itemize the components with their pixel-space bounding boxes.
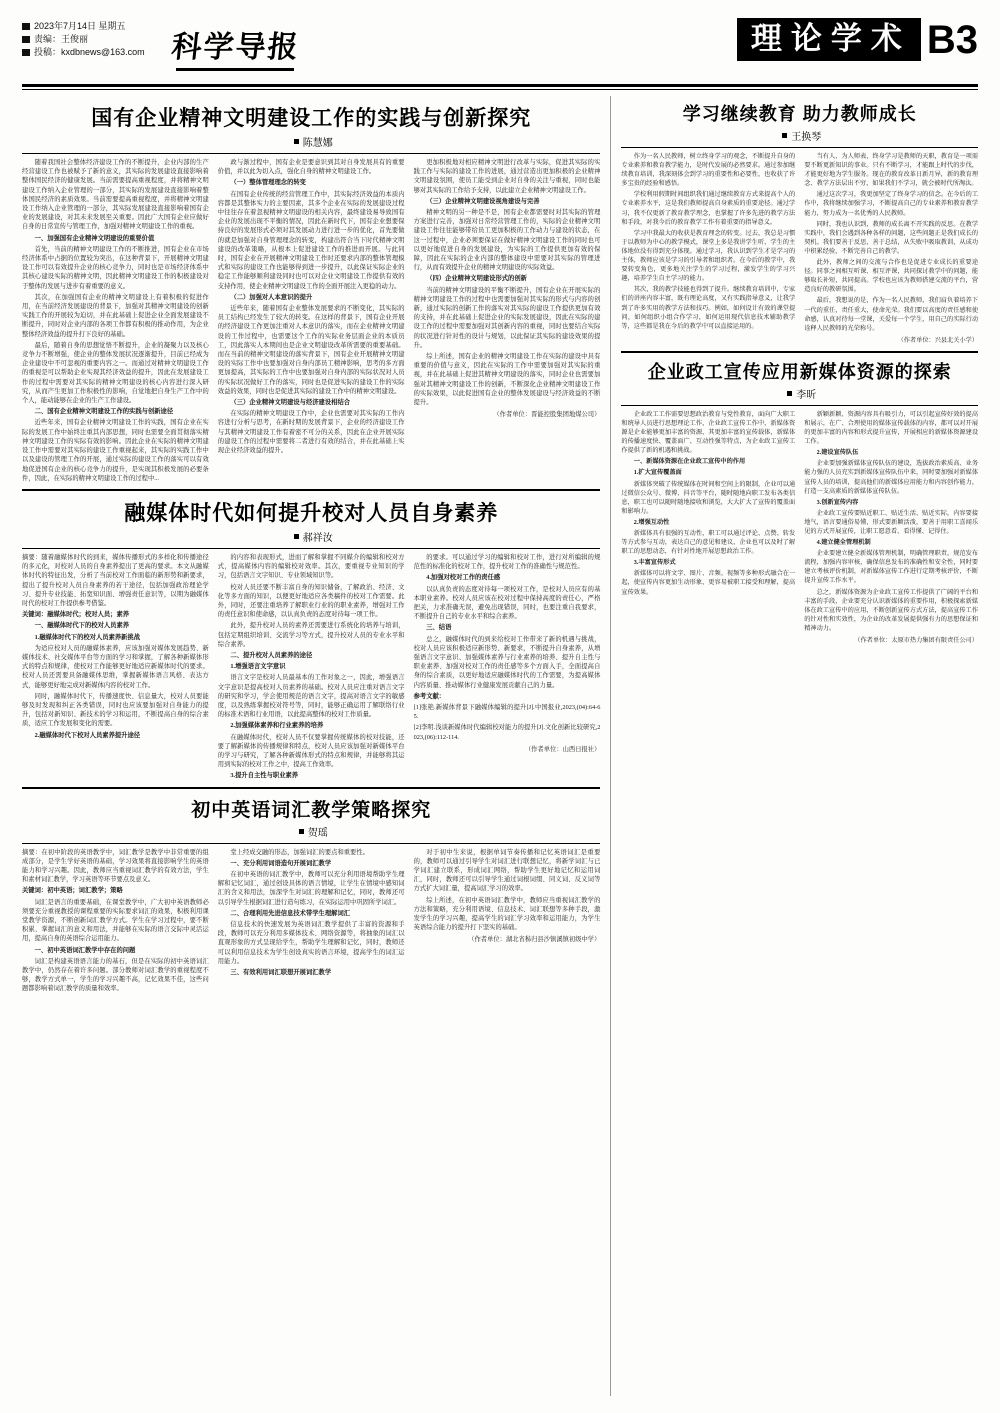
byline-marker-icon	[787, 391, 792, 396]
article-column-3	[414, 848, 601, 996]
paragraph: 首先，当前的精神文明建设工作的不断推进，国有企业在市场经济体系中占据的位置较为突出，在这种背景下，开展精神文明建设工作可以有效提升企业的核心竞争力，同时也是市场经济体系中其核心建设实际的精神文明，因此精神文明建设工作的积极建设对于整体的发展与进步有着重要的意义。	[22, 245, 209, 290]
paragraph: 通过这次学习，我更加坚定了终身学习的信念。在今后的工作中，我将继续加强学习，不断提高自己的专业素养和教育教学能力，努力成为一名优秀的人民教师。	[804, 191, 979, 217]
author-name: 王换琴	[791, 132, 822, 143]
author-name: 郝祥汝	[302, 532, 333, 544]
article-rule	[22, 843, 600, 844]
subheading: 1.扩大宣传覆盖面	[633, 469, 682, 477]
article-byline	[22, 824, 600, 839]
subheading: 一、融媒体时代下的校对人员素养	[34, 622, 130, 630]
article-title: 国有企业精神文明建设工作的实践与创新探究	[91, 107, 532, 130]
subheading: （四）企业精神文明建设形式的创新	[426, 275, 527, 283]
article-continuing-education	[621, 100, 978, 347]
paragraph: 企业要加强新媒体宣传队伍的建设，选拔政治素质高、业务能力强的人员充实到新媒体宣传队伍中来，同时要加强对新媒体宣传人员的培训，提高他们的新媒体应用能力和内容创作能力，打造一支高素质的新媒体宣传队伍。	[804, 460, 979, 495]
section-char-4: 术	[870, 21, 911, 56]
subheading: 1.融媒体时代下的校对人员素养新挑战	[34, 633, 141, 641]
paragraph: 以认真负责的态度对待每一项校对工作，是校对人员应有的基本职业素养。校对人员应该在校对过程中保持高度的责任心，严格把关，力求准确无误，避免出现错误，同时，也要注重自我要求，不断提升自己的专业水平和综合素养。	[413, 585, 601, 621]
subheading: 一、新媒体资源在企业政工宣传中的作用	[633, 458, 746, 466]
subheading: 2.建设宣传队伍	[816, 449, 859, 457]
section-divider	[22, 489, 600, 491]
article-rule	[621, 405, 978, 406]
paragraph: 当前的精神文明建设的平衡不断提升，国有企业在开展实际的精神文明建设工作的过程中也需要加强对其实际的形式与内容的创新，通过实际的创新工作的落实对其实际的建设工作提供更加有效的支持，并在此基础上促进企业的实际发展建设，因此在实际的建设工作的过程中需要加强对其创新内容的重视，同时也要结合实际的状况进行针对性的设计与规划，以此保证其实际的建设效果的提升。	[413, 286, 601, 349]
article-title: 学习继续教育 助力教师成长	[682, 104, 917, 124]
page-number: B3	[926, 17, 978, 62]
article-byline	[22, 134, 600, 149]
paragraph: 近些年来，国有企业精神文明建设工作的实践，国有企业在实际的发展工作中始终注重其内部思想，同时也需要全面贯彻落实精神文明建设工作的实际有效的影响。因此企业在实际的精神文明建设工作中需要对其实际的建设工作重视起来，其实际的实践工作中以及建设的管理工作的开展，通过实际的建设工作的落实可以有效地促进国有企业的核心竞争力的提升，是实现其积极发展的必要条件，因此，在实际的精神文明建设工作的过程中...	[22, 419, 209, 482]
article-column-2	[804, 152, 978, 347]
article-byline	[621, 128, 978, 143]
paragraph: 的内容和表现形式，进而了解和掌握不同媒介的编辑和校对方式，提高媒体内容的编辑校对效率。其次，要重视专业知识的学习，包括语言文字知识、专业领域知识等。	[217, 553, 405, 580]
byline-marker-icon	[294, 139, 299, 144]
paragraph: 精神文明的另一种是不是，国有企业都需要时对其实际的管理方案进行完善，加强对日常经营管理工作的，实际的企业精神文明建设工作往往能够带给员工更加积极的工作动力与建设的状态，在这一过程中，企业必须要保证在做好精神文明建设工作的同时也可以更好地促进自身的发展建设，为实际的工作提供更加有效的保障，因此在实际的企业内部的整体建设中需要对其实际的管理进行，从而有效提升企业的精神文明建设的实际效益。	[413, 209, 601, 272]
article-columns	[22, 158, 600, 485]
paragraph: 综上所述，国有企业的精神文明建设工作在实际的建设中具有重要的价值与意义，因此在实际的工作中需要加强对其实际的重视，并在此基础上促进其精神文明建设的落实，同时企业也需要加强对其精神文明建设工作的创新，不断深化企业精神文明建设工作的实际效果，以此促进国有企业的整体发展建设与经济效益的不断提升。	[413, 353, 601, 407]
paragraph: 的要求。可以通过学习的编辑和校对工作，进行对所编辑的规范性的标准化的校对工作，提升校对工作的准确性与规范性。	[413, 553, 601, 571]
paragraph: 当有人、为人师表，终身学习是教师的天职，教育是一项需要不断更新知识的事业。只有不断学习，才能跟上时代的步伐，才能更好地为学生服务。现在的教育改革日新月异，新的教育理念、教学方法层出不穷，如果我们不学习，就会被时代所淘汰。	[804, 153, 979, 188]
article-byline	[22, 529, 600, 544]
article-column-1	[22, 848, 209, 996]
article-column-1	[22, 158, 209, 485]
subheading: 二、国有企业精神文明建设工作的实践与创新途径	[34, 408, 174, 416]
subheading: 2.增强互动性	[633, 518, 670, 526]
subheading: 二、合理利用先进信息技术带学生理解词汇	[230, 909, 351, 917]
subheading: （一）整体管理理念的转变	[230, 179, 306, 187]
paragraph: 学习中我最大的收获是教育理念的转变。过去，我总是习惯于以教师为中心的教学模式，课堂上多是我讲学生听，学生的主体地位没有得到充分体现。通过学习，我认识到学生才是学习的主体，教师应该是学习的引导者和组织者。在今后的教学中，我要转变角色，更多地关注学生的学习过程，激发学生的学习兴趣，培养学生自主学习的能力。	[621, 229, 796, 283]
reference-item: [2]李明.浅谈新媒体时代编辑校对能力的提升[J].文化创新比较研究,2023,(06):112-114.	[413, 724, 601, 741]
keywords: 关键词：融媒体时代；校对人员；素养	[22, 611, 130, 619]
article-column-2	[218, 158, 405, 485]
article-proofreader-literacy	[22, 497, 600, 783]
paragraph: 此外，教师之间的交流与合作也是促进专业成长的重要途径。同事之间相互听课、相互评课，共同探讨教学中的问题，能够取长补短，共同提高。学校也应该为教师搭建交流的平台，营造良好的教研氛围。	[804, 259, 979, 294]
paragraph: 其次，在加强国有企业的精神文明建设上有着积极的促进作用，在当前经济发展建设的背景下，加强对其精神文明建设的创新实践工作的开展较为迫切，并在此基础上促进企业全面发展建设不断提升，同时对企业内部的各项工作都有积极的推动作用，为企业整体经济效益的提升打下良好的基础。	[22, 293, 209, 338]
paragraph: 企业要建立健全新媒体管理机制，明确管理职责，规范发布流程，加强内容审核，确保信息发布的准确性和安全性，同时要建立考核评价机制，对新媒体宣传工作进行定期考核评价，不断提升宣传工作水平。	[804, 550, 979, 585]
article-column-2	[218, 848, 405, 996]
article-source: （作者单位：兴县北关小学）	[897, 336, 979, 344]
paragraph: 在实际的精神文明建设工作中，企业也需要对其实际的工作内容进行分析与思考，在新时期的发展背景下，企业的经济建设工作与其精神文明建设工作有着密不可分的关系，因此在企业开展实际的建设工作的过程中需要将二者进行有效的结合，并在此基础上实现企业经济效益的提升。	[217, 410, 405, 455]
article-title: 企业政工宣传应用新媒体资源的探索	[647, 361, 952, 382]
paragraph: 语言文字是校对人员最基本的工作对象之一，因此，增强语言文字意识是提高校对人员素养的基础。校对人员应注重对语言文字的研究和学习，学会使用规范的语言文字，提高对语言文字的敏感度，以及熟练掌握校对符号等，同时，能够正确运用了解联络行业的标准术语和行业用语，以此提高整体的校对工作质量。	[217, 674, 405, 719]
paragraph: 同时，我也认识到，教师的成长离不开实践的反思。在教学实践中，我们会遇到各种各样的问题，这些问题正是我们成长的契机。我们要善于反思，善于总结，从失败中吸取教训，从成功中积累经验，不断完善自己的教学。	[804, 220, 979, 255]
article-columns	[621, 410, 978, 647]
paragraph: 总之，融媒体时代的到来给校对工作带来了新的机遇与挑战，校对人员应该积极适应新形势、新要求，不断提升自身素养，从增强语言文字意识、加强媒体素养与行业素养的培养、提升自主性与职业素养、加强对校对工作的责任感等多个方面入手，全面提高自身的综合素质，以更好地适应融媒体时代的工作需要，为提高媒体内容质量、推动媒体行业健康发展贡献自己的力量。	[413, 635, 601, 689]
masthead-rule	[22, 84, 978, 87]
right-section	[621, 96, 978, 1396]
subheading: （二）加强对人本意识的提升	[230, 293, 313, 301]
author-name: 李昕	[796, 389, 817, 401]
paragraph: 企业政工工作需要思想政治教育与党性教育，面向广大职工和统导人员进行思想理论工作，企业政工宣传工作中，新媒体资源是企业能够更加丰富的资源，其更加丰富的宣传载体，新媒体的传播速度快、覆盖面广、互动性强等特点，为企业政工宣传工作提供了新的机遇和挑战。	[621, 410, 796, 455]
subheading: 一、初中英语词汇教学中存在的问题	[34, 946, 136, 954]
paragraph: 综上所述，在初中英语词汇教学中，教师应当重视词汇教学的方法和策略，充分利用语境、信息技术、词汇联想等多种手段，激发学生的学习兴趣，提高学生的词汇学习效率和运用能力，为学生英语综合能力的提升打下坚实的基础。	[413, 896, 601, 932]
section-char-3: 学	[830, 21, 871, 56]
byline-marker-icon	[299, 829, 304, 834]
bullet-icon	[22, 36, 30, 43]
subheading: 3.创新宣传内容	[816, 498, 859, 506]
abstract: 摘要：随着融媒体时代的到来，媒体传播形式的多样化和传播途径的多元化，对校对人员的自身素养提出了更高的要求。本文从融媒体时代的特征出发，分析了当前校对工作面临的新形势和新要求，提出了提升校对人员自身素养的若干途径，包括加强政治理论学习、提升专业技能、拓宽知识面、增强责任意识等，以期为融媒体时代的校对工作提供参考借鉴。	[22, 553, 209, 607]
article-title: 初中英语词汇教学策略探究	[191, 799, 432, 821]
byline-marker-icon	[782, 133, 787, 138]
subheading: 2.加强媒体素养和行业素养的培养	[230, 722, 324, 730]
left-section	[22, 96, 600, 1396]
article-rule	[621, 147, 978, 148]
paragraph: 词汇是构建英语语言能力的基石，但是在实际的初中英语词汇教学中，仍然存在着许多问题。部分教师对词汇教学的重视程度不够，教学方式单一，学生的学习兴趣不高，记忆效果不佳，这些问题都影响着词汇教学的质量和效率。	[22, 957, 209, 993]
subheading: 2.融媒体时代下校对人员素养提升途径	[34, 731, 141, 739]
paragraph: 校对人员还要不断丰富自身的知识储备，了解政治、经济、文化等多方面的知识，以便更好地适应各类稿件的校对工作需要。此外，同时，还要注重培养了解职业行业的的职业素养，增强对工作的责任意识和使命感，以认真负责的态度对待每一项工作。	[217, 583, 405, 619]
paragraph: 在初中英语的词汇教学中，教师可以充分利用语境帮助学生理解和记忆词汇，通过创设具体的语言情境，让学生在情境中感知词汇的含义和用法，加深学生对词汇的理解和记忆，同时，教师还可以引导学生根据词汇进行造句练习，在实际运用中巩固所学词汇。	[217, 870, 405, 906]
article-columns	[22, 848, 600, 996]
bullet-icon	[22, 23, 30, 30]
paragraph: 在国有企业传统的经营管理工作中，其实际经济效益的本质内容都是其整体实力的主要因素，其多个企业在实际的发展建设过程中往往存在着忽视精神文明建设的相关内容，最终建设易导致国有企业的发展出现不平衡的情况，因此在新时代下，国有企业想要保持良好的发展形式必须对其发展动力进行进一步的优化，首先要做的就是加强对自身管理理念的转变，构建出符合当下时代精神文明建设的改革策略，从根本上促进建设工作的推进而开展。与此同时，国有企业在开展精神文明建设工作时还要求内部的整体管理模式和实际的建设工作也能够得到进一步提升，以此保证实际企业的稳定工作能够顺利建设同时也可以对企业文明建设工作提供有效的支持作用，使企业精神文明建设工作的全面开展注入更稳的动力。	[217, 190, 405, 290]
paragraph: 随着我国社会整体经济建设工作的不断提升，企业内部的生产经营建设工作也被赋予了新的意义，其实际的发展建设直接影响着整体国民经济的健康发展。当前需要提高重视程度，并将精神文明建设工作纳入企业管理的一部分，其实际的发展建设直接影响着整体国民经济的素质效果。当前需要提高重视程度，并将精神文明建设工作纳入企业管理的一部分，其实际发展建设直接影响着国有企业的发展建设，对其未来发展至关重要。因此广大国有企业应做好自身的日常宣传与管理工作，加强对精神文明建设工作的重视。	[22, 159, 209, 231]
paragraph: 政与渐过程中，国有企业是要意识到其对自身发展具有的重要价值，并以此为切入点，强化自身的精神文明建设工作。	[217, 159, 405, 176]
nameplate-underline	[176, 68, 294, 71]
paragraph: 新颖新颖、资源内容具有吸引力，可以引起宣传好效的提高和展示，在广、合理使用的媒体宣传载体的内容，都可以对开展的更加丰富的内容和形式提升宣传，开展相应的新媒体资源建设工作。	[804, 410, 979, 446]
paragraph: 学校利用假期时间组织我们通过继续教育方式来提高个人的专业素养水平，这是我们教师提高自身素质的重要途径。通过学习，我不仅更新了教育教学理念，也掌握了许多先进的教学方法和手段，对我今后的教育教学工作有着重要的指导意义。	[621, 191, 796, 226]
article-columns	[621, 152, 978, 347]
masthead-meta	[22, 18, 145, 59]
masthead-rule-thin	[22, 89, 978, 90]
column-separator	[610, 96, 611, 1396]
article-source: （作者单位：晋能控股集团地煤公司）	[493, 411, 601, 419]
subheading: 3.提升自主性与职业素养	[230, 772, 299, 780]
abstract: 摘要：在初中阶段的英语教学中，词汇教学是教学中非常重要的组成部分，是学生学好英语的基础，学习效果将直接影响学生的英语能力和学习兴趣。因此，教师应当重视词汇教学的有效方法，学生和素材词汇教学，学习英语等环节要点及意义。	[22, 848, 209, 884]
article-rule	[22, 153, 600, 154]
article-column-1	[621, 152, 795, 347]
paragraph: 其次，我的教学技能也得到了提升。继续教育培训中，专家们的讲座内容丰富，既有理论高度，又有实践指导意义，让我学到了许多实用的教学方法和技巧。例如，如何设计有效的课堂提问，如何组织小组合作学习，如何运用现代信息技术辅助教学等，这些都是我在今后的教学中可以直接运用的。	[621, 286, 796, 330]
paragraph: 最后，我想说的是，作为一名人民教师，我们肩负着培养下一代的重任，责任重大，使命光荣。我们要以高度的责任感和使命感，认真对待每一堂课，关爱每一个学生，用自己的实际行动诠释人民教师的光荣称号。	[804, 297, 979, 332]
article-column-1	[621, 410, 795, 647]
author-name: 陈慧娜	[302, 138, 333, 149]
paper-nameplate	[169, 22, 302, 71]
article-english-vocabulary-teaching	[22, 795, 600, 996]
article-state-enterprise-civilization	[22, 102, 600, 485]
paragraph: 总之，新媒体资源为企业政工宣传工作提供了广阔的平台和丰富的手段，企业要充分认识新媒体的重要作用，积极探索新媒体在政工宣传中的应用，不断创新宣传方式方法，提高宣传工作的针对性和实效性，为企业的改革发展提供强有力的思想保证和精神动力。	[804, 588, 979, 632]
subheading: （三）企业精神文明建设视角建设与完善	[426, 197, 540, 205]
paragraph: 为适应校对人员的融媒体素养，应该加强对媒体发展趋势、新媒体技术、社交媒体平台等方面的学习和掌握，了解各种新媒体形式的特点和规律，使校对工作能够更好地适应新媒体时代的要求。校对人员还需要具备融媒体思维，掌握新媒体语言风格、表达方式，能够更好地完成对新媒体内容的校对工作。	[22, 644, 209, 689]
paragraph: 此外，提升校对人员的素养还需要进行系统化的培养与培训，包括定期组织培训、交流学习等方式，提升校对人员的专业水平和综合素养。	[217, 622, 405, 648]
section-char-1: 理	[750, 21, 791, 56]
section-divider	[621, 351, 978, 353]
paragraph: 新媒体具有很强的互动性，职工可以通过评论、点赞、转发等方式参与互动，表达自己的意见和建议，企业也可以及时了解职工的思想动态，有针对性地开展思想政治工作。	[621, 530, 796, 556]
paragraph: 新媒体突破了传统媒体在时间和空间上的限制，企业可以通过微信公众号、微博、抖音等平台，随时随地向职工发布各类信息，职工也可以随时随地接收和浏览，大大扩大了宣传的覆盖面和影响力。	[621, 480, 796, 515]
paragraph: 在融媒体时代，校对人员不仅要掌握传统媒体的校对技能，还要了解新媒体的传播规律和特点，校对人员应该加强对新媒体平台的学习与研究，了解各种新媒体形式的特点和规律，并能够将其运用到实际的校对工作之中，提高工作效率。	[217, 733, 405, 769]
subheading: （三）企业精神文明建设与经济建设相结合	[230, 399, 351, 407]
references-heading: 参考文献：	[413, 692, 446, 700]
article-byline	[621, 386, 978, 401]
article-columns	[22, 553, 600, 783]
subheading: 1.增强语言文字意识	[230, 663, 286, 671]
paragraph: 信息技术的快速发展为英语词汇教学提供了丰富的资源和手段，教师可以充分利用多媒体技术、网络资源等，将抽象的词汇以直观形象的方式呈现给学生，帮助学生理解和记忆，同时，教师还可以利用信息技术为学生创设真实的语言环境，提高学生的词汇运用能力。	[217, 921, 405, 965]
article-title: 融媒体时代如何提升校对人员自身素养	[124, 501, 499, 525]
article-column-3	[414, 158, 601, 485]
subheading: 一、加强国有企业精神文明建设的重要价值	[34, 234, 155, 242]
subheading: 一、充分利用词语造句开展词汇教学	[230, 859, 332, 867]
subheading: 三、结语	[426, 624, 452, 632]
publication-date: 2023年7月14日 星期五	[34, 21, 126, 31]
paragraph: 词汇是语言的重要基础，在课堂教学中，广大初中英语教师必须要充分重视教授的课程重要的实际要求词汇的效果，积极利用课堂教学资源，不断创新词汇教学方式。学生在学习过程中，要不断积累、掌握词汇的意义和用法，并能够在实际的语言交际中灵活运用，提高自身的英语综合运用能力。	[22, 898, 209, 943]
article-rule	[22, 548, 600, 549]
paragraph: 堂上经成交融的形态，加强词汇的要点和重要性。	[230, 848, 369, 856]
submission-email: 投稿：kxdbnews@163.com	[34, 47, 145, 57]
section-divider	[22, 787, 600, 789]
paragraph: 作为一名人民教师，树立终身学习的观念，不断提升自身的专业素养和教育教学能力，是时代发展的必然要求。通过参加继续教育培训，我深刻体会到学习的重要性和必要性，也收获了许多宝贵的经验和感悟。	[621, 153, 796, 188]
article-column-2	[218, 553, 405, 783]
paragraph: 企业政工宣传要贴近职工、贴近生活、贴近实际，内容要接地气，语言要通俗易懂，形式要新颖活泼，要善于用职工喜闻乐见的方式开展宣传，让职工愿意看、看得懂、记得住。	[804, 509, 979, 535]
author-name: 贺瑶	[307, 827, 328, 839]
subheading: 二、提升校对人员素养的途径	[230, 651, 313, 659]
subheading: 三、有效利用词汇联想开展词汇教学	[230, 969, 332, 977]
editor-line: 责编：王俊丽	[34, 34, 89, 44]
paper-name: 科学导报	[169, 31, 302, 64]
article-column-3	[414, 553, 601, 783]
article-source: （作者单位：太原市热力集团有限责任公司）	[854, 637, 979, 645]
paragraph: 近些年来，随着国有企业整体发展要求的不断变化，其实际的员工结构已经发生了较大的转变。在这样的背景下，国有企业开展的经济建设工作更加注重对人本意识的落实，而在企业精神文明建设的工作过程中，也需要这个工作的实际业务层面企业的本质员工，因此落实人本期间也是企业文明建设改革所需要的重要基础。而在当前的精神文明建设的落实背景下，国有企业开展精神文明建设的实际工作中也要加强对自身内部员工精神影响，思考的多方面更加提高，其实际的工作中也要加强对自身内部的实际状况对人员的实际状况做好工作的落实，同时也是促进实际的建设工作的实际效益的效果，同时也是促进其实际的建设工作中的精神文明建设。	[217, 305, 405, 395]
paragraph: 同时，融媒体时代下，传播速度快、信息量大，校对人员要能够及时发现和纠正各类错误，同时也应该要加强对自身能力的提升，包括对新知识、新技术的学习和运用，不断提高自身的综合素质，适应工作发展和变化的需要。	[22, 692, 209, 728]
page-body	[22, 96, 978, 1396]
paragraph: 最后，随着自身的思想觉悟不断提升，企业的凝聚力以及核心竞争力不断增强，使企业的整体发展状况逐渐提升，目前已经成为企业建设中不可忽视的重要内容之一。而通过对精神文明建设工作的重视是可以帮助企业实现其经济效益的提升，因此在发展建设工作的过程中需要对其实际的精神文明建设的核心内容进行深入研究，从而产生更加工作积极性的影响，自觉地把自身生产工作中的个人，能动能够在企业的生产工作建设。	[22, 341, 209, 405]
article-column-2	[804, 410, 978, 647]
article-column-1	[22, 553, 209, 783]
section-badge	[737, 18, 921, 61]
masthead	[22, 18, 978, 80]
section-char-2: 论	[790, 21, 831, 56]
section-header	[737, 18, 978, 61]
subheading: 4.加强对校对工作的责任感	[426, 574, 501, 582]
keywords: 关键词：初中英语；词汇教学；策略	[22, 887, 123, 895]
subheading: 3.丰富宣传形式	[633, 559, 676, 567]
paragraph: 新媒体可以将文字、图片、音频、视频等多种形式融合在一起，使宣传内容更加生动形象，更容易被职工接受和理解，提高宣传效果。	[621, 570, 796, 596]
article-source: （作者单位：湖北省秭归县沙镇溪镇初级中学）	[468, 936, 601, 944]
paragraph: 更加积极地对相应精神文明进行改革与实际，促进其实际的实践工作与实际的建设工作的进展，通过营造出更加积极的企业精神文明建设氛围，使员工能受到企业对自身的关注与重视，同时也能够对其实际的工作给予支持，以此建立企业精神文明建设工作。	[413, 159, 601, 194]
paragraph: 对于初中生来说，根据单词节奏传播和记忆英语词汇是重要的，教师可以通过引导学生对词汇进行联想记忆，将新学词汇与已学词汇建立联系，形成词汇网络，帮助学生更好地记忆和运用词汇，同时，教师还可以引导学生通过词根词缀、同义词、反义词等方式扩大词汇量，提高词汇学习的效率。	[413, 848, 601, 893]
byline-marker-icon	[294, 534, 299, 539]
bullet-icon	[22, 49, 30, 56]
article-source: （作者单位：山西日报社）	[524, 745, 601, 753]
article-new-media-propaganda	[621, 358, 978, 647]
reference-item: [1]张艳.新媒体背景下融媒体编辑的提升[J].中国报业,2023,(04):64-65.	[413, 703, 601, 721]
subheading: 4.建立健全管理机制	[816, 539, 871, 547]
